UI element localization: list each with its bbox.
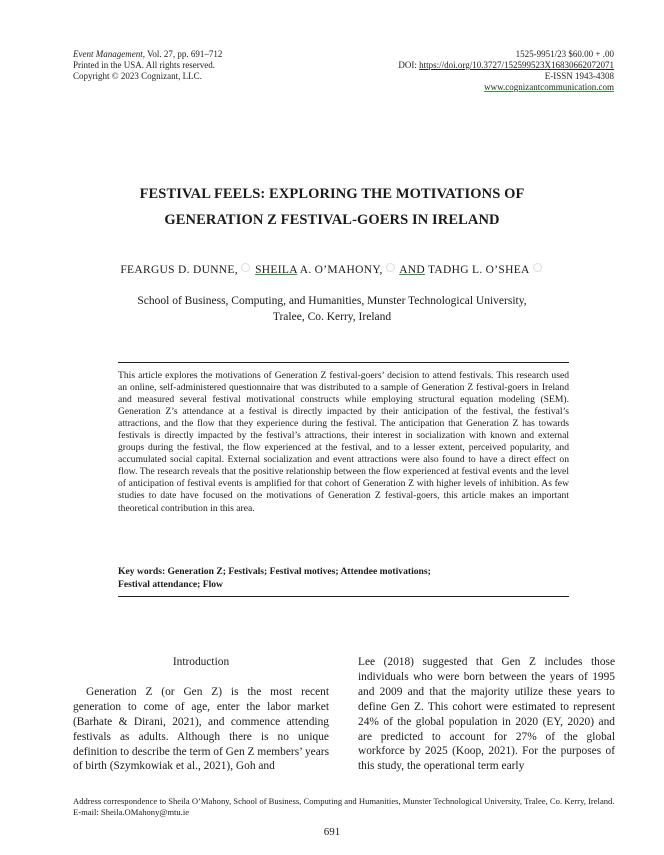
volume-pages: , Vol. 27, pp. 691–712	[142, 49, 223, 59]
abstract: This article explores the motivations of Generation Z festival-goers’ decision to attend festivals. This research used an online, self-administered questionnaire that was distributed to a sample of Generation Z festival-goers in Ireland and measured several festival motivational constructs while employing structural equation modeling (SEM). Generation Z’s attendance at a festival is directly impacted by their anticipation of the festival, the festival’s attractions, and the flow that they experience during the festival. The anticipation that Generation Z has towards festivals is directly impacted by the festival’s attractions, their interest in socialization with known and external groups during the festival, the flow experienced at the festival, and to a lesser extent, perceived popularity, and accumulated social capital. External socialization and event attractions were also found to have a direct effect on flow. The research reveals that the positive relationship between the flow experienced at festival events and the level of anticipation of festival events is amplified for that cohort of Generation Z with higher levels of inhibition. As few studies to date have focused on the motivations of Generation Z festival-goers, this article makes an important theoretical contribution in this area.	[118, 370, 569, 514]
keywords-line-2: Festival attendance; Flow	[118, 578, 223, 590]
intro-paragraph: Generation Z (or Gen Z) is the most recent generation to come of age, enter the labor market (Barhate & Dirani, 2021), and commence attending festivals as adults. Although there is no unique definition to describe the term of Gen Z members’ years of birth (Szymkowiak et al., 2021), Goh and	[73, 685, 329, 773]
website-link[interactable]: www.cognizantcommunication.com	[484, 82, 614, 92]
abstract-bottom-rule	[118, 596, 569, 597]
issn-price: 1525-9951/23 $60.00 + .00	[515, 49, 614, 59]
journal-citation	[73, 49, 313, 82]
author-oshea: TADHG L. O’SHEA	[425, 264, 530, 276]
eissn: E-ISSN 1943-4308	[544, 71, 614, 81]
keywords-line-1: Key words: Generation Z; Festivals; Festival motives; Attendee motivations;	[118, 566, 431, 577]
author-omahony-first: SHEILA	[255, 264, 298, 276]
section-heading-introduction: Introduction	[172, 656, 230, 668]
doi-label: DOI:	[398, 60, 420, 70]
author-dunne: FEARGUS D. DUNNE,	[120, 264, 238, 276]
author-list	[60, 262, 604, 278]
publication-info	[314, 49, 614, 93]
author-omahony-rest: A. O’MAHONY,	[297, 264, 383, 276]
article-title	[60, 181, 604, 233]
orcid-icon[interactable]	[533, 263, 542, 272]
affiliation-line-2: Tralee, Co. Kerry, Ireland	[272, 311, 392, 323]
abstract-top-rule	[118, 362, 569, 363]
author-conjunction: AND	[399, 264, 426, 276]
affiliation	[110, 293, 554, 325]
page-number: 691	[323, 826, 341, 838]
body-column-right	[358, 655, 615, 774]
keywords	[118, 566, 569, 591]
orcid-icon[interactable]	[386, 263, 395, 272]
printed-notice: Printed in the USA. All rights reserved.	[73, 60, 215, 70]
affiliation-line-1: School of Business, Computing, and Humanities, Munster Technological University,	[137, 295, 527, 307]
correspondence-footnote: Address correspondence to Sheila O’Mahony, School of Business, Computing and Humanities, Munster Technological University, Tralee, Co. Kerry, Ireland. E-mail: Sheila.OMahony@mtu.ie	[73, 796, 615, 817]
copyright-notice: Copyright © 2023 Cognizant, LLC.	[73, 71, 202, 81]
title-line-1: FESTIVAL FEELS: EXPLORING THE MOTIVATIONS OF	[139, 186, 525, 202]
title-line-2: GENERATION Z FESTIVAL-GOERS IN IRELAND	[164, 212, 500, 228]
orcid-icon[interactable]	[241, 263, 250, 272]
body-column-left	[73, 655, 329, 774]
continued-paragraph: Lee (2018) suggested that Gen Z includes those individuals who were born between the years of 1995 and 2009 and that the majority utilize these years to define Gen Z. This cohort were estimated to represent 24% of the global population in 2020 (EY, 2020) and are predicted to account for 27% of the global workforce by 2025 (Koop, 2021). For the purposes of this study, the operational term early	[358, 656, 615, 773]
journal-name: Event Management	[73, 49, 143, 59]
doi-link[interactable]: https://doi.org/10.3727/152599523X16830662072071	[419, 60, 614, 70]
